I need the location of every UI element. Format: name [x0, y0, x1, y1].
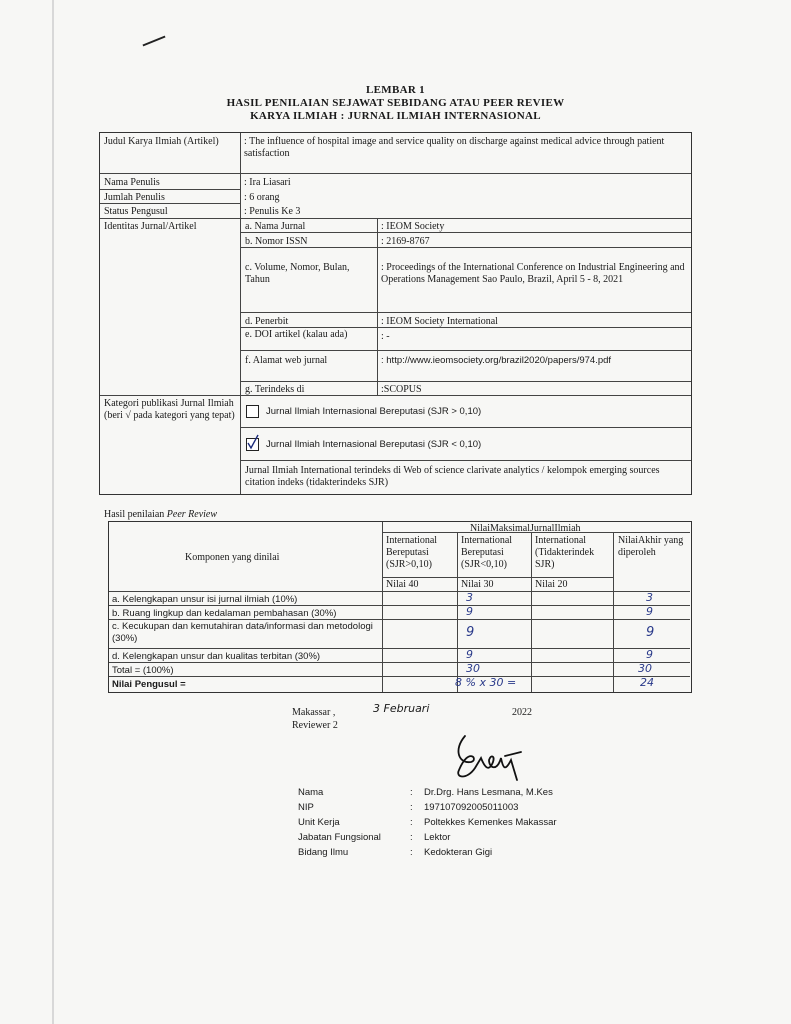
jumlah-value: : 6 orang [244, 192, 280, 203]
judul-value: : The influence of hospital image and service quality on discharge against medical advice through patient satisfaction [244, 136, 665, 159]
row-b-akhir: 9 [646, 605, 653, 618]
nilai-pengusul-label: Nilai Pengusul = [112, 679, 186, 690]
item-nama-jurnal-key: a. Nama Jurnal [245, 221, 306, 232]
row-b-label: b. Ruang lingkup dan kedalaman pembahasan (30%) [112, 608, 337, 619]
checkbox-sjr-below[interactable] [246, 438, 259, 451]
total-score: 30 [466, 662, 480, 675]
row-c-label: c. Kecukupan dan kemutahiran data/informasi dan metodologi (30%) [112, 621, 373, 644]
field-bidang-sep: : [410, 847, 413, 858]
footer-city: Makassar , [292, 707, 336, 718]
title-line3: KARYA ILMIAH : JURNAL ILMIAH INTERNASIONAL [250, 110, 541, 122]
kategori-opt1: Jurnal Ilmiah Internasional Bereputasi (SJR > 0,10) [266, 406, 482, 417]
item-nama-jurnal-value: : IEOM Society [381, 221, 445, 232]
row-a-label: a. Kelengkapan unsur isi jurnal ilmiah (10%) [112, 594, 298, 605]
signature-icon [445, 728, 535, 783]
row-b-score: 9 [466, 605, 473, 618]
status-value: : Penulis Ke 3 [244, 206, 301, 217]
checkmark-icon [246, 434, 260, 450]
field-jabatan-label: Jabatan Fungsional [298, 832, 381, 843]
field-nama-sep: : [410, 787, 413, 798]
row-d-score: 9 [466, 648, 473, 661]
title-line1: LEMBAR 1 [366, 84, 425, 96]
judul-label: Judul Karya Ilmiah (Artikel) [104, 136, 219, 147]
field-nip-value: 197107092005011003 [424, 802, 519, 813]
jumlah-label: Jumlah Penulis [104, 192, 165, 203]
status-label: Status Pengusul [104, 206, 168, 217]
col-header-sjr-above: International Bereputasi (SJR>0,10) [386, 535, 438, 570]
item-web-key: f. Alamat web jurnal [245, 355, 328, 366]
kategori-opt2: Jurnal Ilmiah Internasional Bereputasi (SJR < 0,10) [266, 439, 482, 450]
item-penerbit-key: d. Penerbit [245, 316, 289, 327]
col-header-nilai-akhir: NilaiAkhir yang diperoleh [618, 535, 684, 558]
checkbox-sjr-above[interactable] [246, 405, 259, 418]
kategori-opt3: Jurnal Ilmiah International terindeks di Web of science clarivate analytics / kelompok emerging sources citation indeks (tidakterindeks SJR) [245, 465, 660, 488]
item-doi-value: : - [381, 331, 390, 342]
row-a-score: 3 [466, 591, 473, 604]
item-volume-key: c. Volume, Nomor, Bulan, Tahun [245, 262, 350, 285]
field-unit-label: Unit Kerja [298, 817, 340, 828]
field-unit-value: Poltekkes Kemenkes Makassar [424, 817, 557, 828]
footer-reviewer: Reviewer 2 [292, 720, 338, 731]
row-a-akhir: 3 [646, 591, 653, 604]
scan-edge [52, 0, 54, 1024]
row-c-score: 9 [466, 625, 475, 640]
item-web-value: : http://www.ieomsociety.org/brazil2020/papers/974.pdf [381, 355, 612, 366]
col-header-tidak-terindeks: International (Tidakterindek SJR) [535, 535, 595, 570]
field-bidang-label: Bidang Ilmu [298, 847, 349, 858]
nama-label: Nama Penulis [104, 177, 160, 188]
nama-value: : Ira Liasari [244, 177, 291, 188]
review-caption: Hasil penilaian Peer Review [104, 509, 218, 520]
row-d-label: d. Kelengkapan unsur dan kualitas terbitan (30%) [112, 651, 321, 662]
total-label: Total = (100%) [112, 665, 174, 676]
field-nama-label: Nama [298, 787, 324, 798]
item-terindeks-value: :SCOPUS [381, 384, 422, 395]
item-volume-value: : Proceedings of the International Conference on Industrial Engineering and Operations Management Sao Paulo, Brazil, April 5 - 8, 2021 [381, 262, 685, 285]
nilai-pengusul-calc: 8 % x 30 = [455, 676, 517, 689]
total-akhir: 30 [638, 662, 652, 675]
identitas-label: Identitas Jurnal/Artikel [104, 221, 197, 232]
col-header-sjr-below: International Bereputasi (SJR<0,10) [461, 535, 513, 570]
row-c-akhir: 9 [646, 625, 655, 640]
kategori-label: Kategori publikasi Jurnal Ilmiah (beri √ pada kategori yang tepat) [104, 398, 235, 421]
nilai-20: Nilai 20 [535, 579, 568, 590]
item-issn-key: b. Nomor ISSN [245, 236, 308, 247]
item-terindeks-key: g. Terindeks di [245, 384, 305, 395]
nilai-pengusul-akhir: 24 [640, 676, 654, 689]
komponen-header: Komponen yang dinilai [185, 552, 280, 563]
field-nip-sep: : [410, 802, 413, 813]
field-jabatan-value: Lektor [424, 832, 451, 843]
nilai-30: Nilai 30 [461, 579, 494, 590]
title-line2: HASIL PENILAIAN SEJAWAT SEBIDANG ATAU PEER REVIEW [226, 97, 565, 109]
footer-year: 2022 [512, 707, 532, 718]
field-nama-value: Dr.Drg. Hans Lesmana, M.Kes [424, 787, 553, 798]
row-d-akhir: 9 [646, 648, 653, 661]
item-issn-value: : 2169-8767 [381, 236, 430, 247]
field-jabatan-sep: : [410, 832, 413, 843]
field-nip-label: NIP [298, 802, 314, 813]
item-penerbit-value: : IEOM Society International [381, 316, 498, 327]
field-unit-sep: : [410, 817, 413, 828]
item-doi-key: e. DOI artikel (kalau ada) [245, 329, 348, 340]
nilai-40: Nilai 40 [386, 579, 419, 590]
footer-date: 3 Februari [373, 702, 430, 715]
group-header: NilaiMaksimalJurnalIlmiah [470, 523, 581, 534]
pen-mark [142, 36, 165, 47]
field-bidang-value: Kedokteran Gigi [424, 847, 493, 858]
